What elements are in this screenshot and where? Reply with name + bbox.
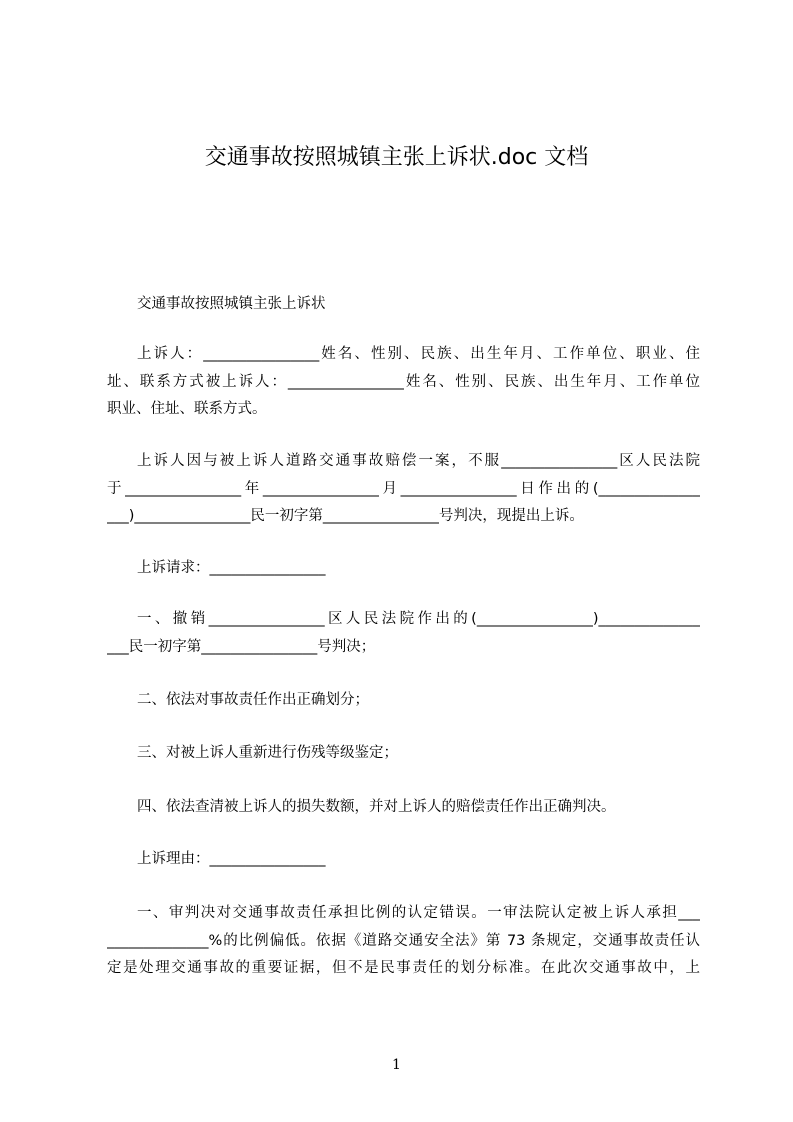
paragraph-line: ______________%的比例偏低。依据《道路交通安全法》第 73 条规定，交通事故责任认: [107, 932, 700, 949]
section-heading: 交通事故按照城镇主张上诉状: [137, 296, 326, 312]
request-4: 四、依法查清被上诉人的损失数额，并对上诉人的赔偿责任作出正确判决。: [137, 799, 616, 815]
document-title: 交通事故按照城镇主张上诉状.doc 文档: [204, 145, 589, 170]
paragraph-line: ___民一初字第________________号判决；: [107, 638, 376, 655]
page-number: 1: [392, 1057, 401, 1073]
request-3: 三、对被上诉人重新进行伤残等级鉴定；: [137, 745, 398, 761]
paragraph-line: 址、联系方式被上诉人：________________姓名、性别、民族、出生年月、工作单位: [107, 373, 700, 390]
appellant-paragraph: [107, 341, 700, 424]
paragraph-line: 上诉人：________________姓名、性别、民族、出生年月、工作单位、职业、住: [137, 346, 700, 362]
paragraph-line: 职业、住址、联系方式。: [107, 401, 267, 417]
reason-1-paragraph: [107, 900, 700, 983]
paragraph-line: 上诉人因与被上诉人道路交通事故赔偿一案，不服________________区人民法院: [137, 453, 700, 469]
paragraph-line: 定是处理交通事故的重要证据，但不是民事责任的划分标准。在此次交通事故中，上: [107, 960, 700, 976]
paragraph-line: 于________________年________________月________________日作出的(______________: [107, 480, 700, 497]
request-1-paragraph: [107, 606, 700, 661]
appeal-requests-label: 上诉请求：________________: [137, 560, 326, 576]
paragraph-line: 一、撤销________________区人民法院作出的(________________)______________: [137, 611, 700, 627]
paragraph-line: ___)________________民一初字第________________号判决，现提出上诉。: [107, 508, 584, 524]
appeal-reasons-label: 上诉理由：________________: [137, 851, 326, 867]
paragraph-line: 一、审判决对交通事故责任承担比例的认定错误。一审法院认定被上诉人承担___: [137, 905, 700, 921]
case-intro-paragraph: [107, 448, 700, 531]
request-2: 二、依法对事故责任作出正确划分；: [137, 692, 369, 708]
